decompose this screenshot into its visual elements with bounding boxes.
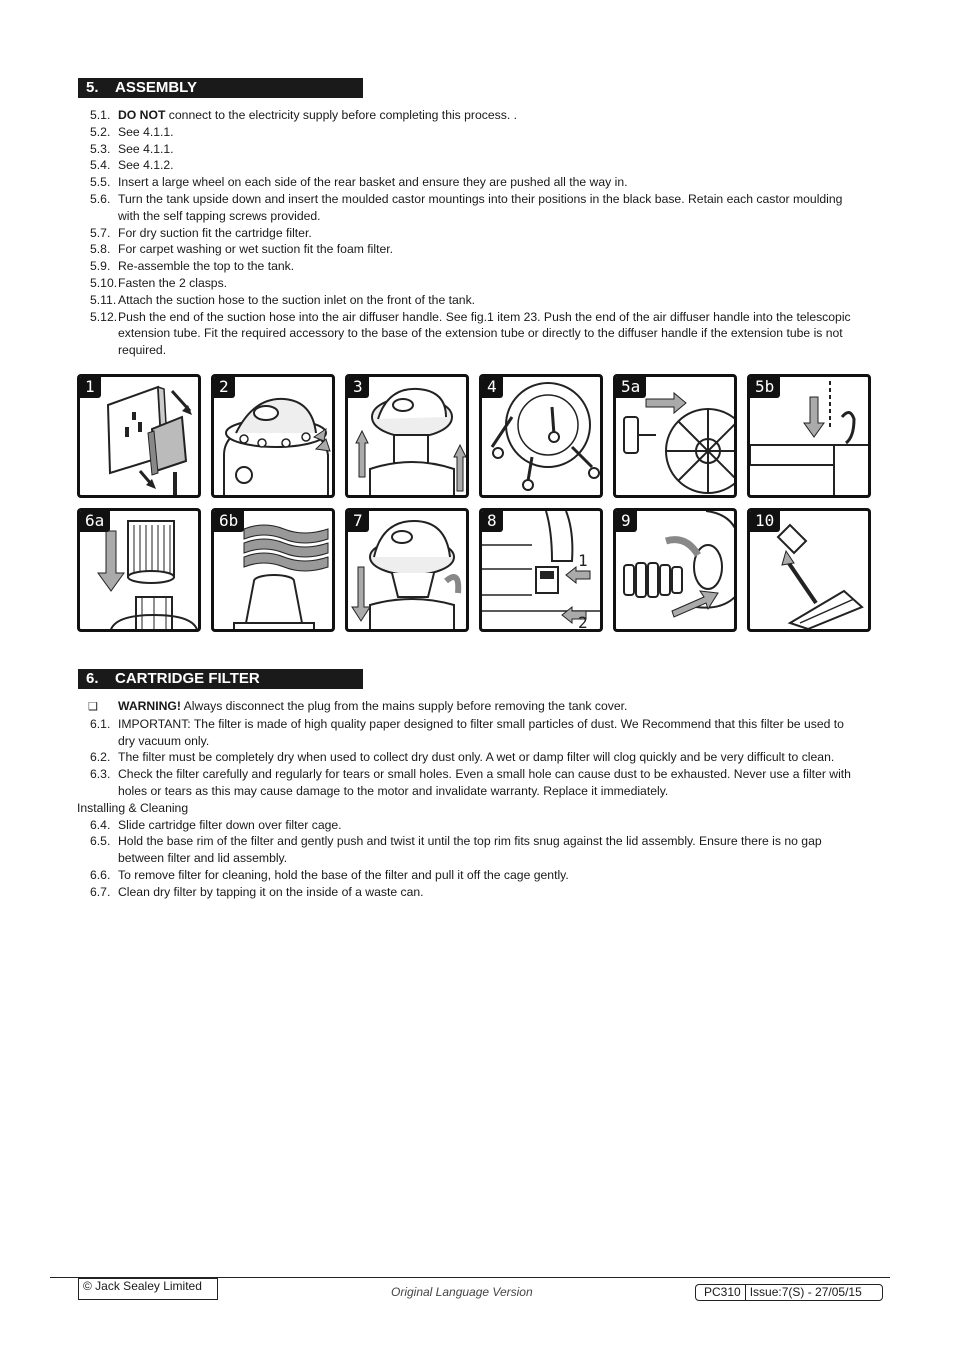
warning-label: WARNING! <box>118 699 181 713</box>
model-number: PC310 <box>696 1285 746 1300</box>
step-text: See 4.1.1. <box>118 141 174 156</box>
language-version: Original Language Version <box>391 1285 533 1299</box>
step-5-11 <box>74 292 864 309</box>
step-6-5 <box>74 833 864 867</box>
cartridge-steps <box>74 698 864 901</box>
figure-label: 8 <box>482 511 503 532</box>
figure-3-lid-lift <box>345 374 469 498</box>
step-text: IMPORTANT: The filter is made of high quality paper designed to filter small particles of dust. We Recommend that this filter be used to dry vacuum only. <box>118 716 844 748</box>
step-number: 5.12. <box>90 309 118 324</box>
figure-label: 2 <box>214 377 235 398</box>
figure-6b-foam <box>211 508 335 632</box>
step-text: Slide cartridge filter down over filter cage. <box>118 817 342 832</box>
step-number: 6.1. <box>90 716 111 731</box>
section-header-assembly <box>78 78 363 98</box>
figure-label: 9 <box>616 511 637 532</box>
section-number: 6. <box>86 670 99 687</box>
step-5-3 <box>74 141 864 158</box>
step-text: Fasten the 2 clasps. <box>118 275 228 290</box>
assembly-figures <box>77 374 877 638</box>
step-text: Attach the suction hose to the suction inlet on the front of the tank. <box>118 292 476 307</box>
warning-text: Always disconnect the plug from the mains supply before removing the tank cover. <box>180 699 628 713</box>
issue-date: Issue:7(S) - 27/05/15 <box>749 1285 862 1299</box>
step-5-4 <box>74 157 864 174</box>
step-number: 5.5. <box>90 175 111 190</box>
step-text: See 4.1.2. <box>118 158 174 173</box>
section-number: 5. <box>86 79 99 96</box>
step-number: 6.2. <box>90 750 111 765</box>
step-number: 5.8. <box>90 242 111 257</box>
step-text: Turn the tank upside down and insert the moulded castor mountings into their positions in the black base. Retain each castor moulding with the self tapping screws provided. <box>118 191 843 223</box>
step-text: See 4.1.1. <box>118 124 174 139</box>
step-number: 5.6. <box>90 191 111 206</box>
step-text: Check the filter carefully and regularly for tears or small holes. Even a small hole can cause dust to be exhausted. Never use a filter with holes or tears as this may cause damage to the motor and invalidate warranty. Replace it immediately. <box>118 767 851 798</box>
figure-4-castors <box>479 374 603 498</box>
step-number: 5.2. <box>90 124 111 139</box>
step-text: Re-assemble the top to the tank. <box>118 259 295 274</box>
step-6-7 <box>74 884 864 901</box>
step-number: 5.9. <box>90 259 111 274</box>
step-5-12 <box>74 309 864 359</box>
step-6-2 <box>74 749 864 766</box>
step-number: 5.7. <box>90 225 111 240</box>
step-text: Insert a large wheel on each side of the rear basket and ensure they are pushed all the way in. <box>118 175 628 190</box>
figure-label: 1 <box>80 377 101 398</box>
figure-label: 5a <box>616 377 646 398</box>
step-5-2 <box>74 124 864 141</box>
assembly-steps <box>74 107 864 359</box>
step-6-4 <box>74 817 864 834</box>
step-text: Push the end of the suction hose into the air diffuser handle. See fig.1 item 23. Push the end of the air diffuser handle into the telescopic extension tube. Fit the required accessory to the base of the extension tube or directly to the diffuser handle if the extension tube is not required. <box>118 309 851 358</box>
step-5-6 <box>74 191 864 225</box>
step-5-8 <box>74 241 864 258</box>
step-6-1 <box>74 716 864 750</box>
section-header-cartridge-filter <box>78 669 363 689</box>
step-number: 6.4. <box>90 817 111 832</box>
figure-7-reassemble <box>345 508 469 632</box>
step-number: 6.6. <box>90 867 111 882</box>
figure-6a-cartridge <box>77 508 201 632</box>
step-text: Hold the base rim of the filter and gently push and twist it until the top rim fits snug against the lid assembly. Ensure there is no gap between filter and lid assembly. <box>118 834 822 866</box>
step-number: 6.7. <box>90 884 111 899</box>
section-title: ASSEMBLY <box>115 79 197 96</box>
step-number: 5.4. <box>90 158 111 173</box>
figure-label: 7 <box>348 511 369 532</box>
warning-bullet-icon: ❑ <box>88 701 98 713</box>
step-5-5 <box>74 174 864 191</box>
figure-5a-wheel <box>613 374 737 498</box>
figure-9-hose <box>613 508 737 632</box>
figure-label: 5b <box>750 377 780 398</box>
step-5-7 <box>74 225 864 242</box>
step-number: 6.5. <box>90 834 111 849</box>
step-5-9 <box>74 258 864 275</box>
figure-8-clasps <box>479 508 603 632</box>
figure-label: 6a <box>80 511 110 532</box>
step-text: For carpet washing or wet suction fit the foam filter. <box>118 242 394 257</box>
figure-10-floor-tool <box>747 508 871 632</box>
installing-cleaning-heading: Installing & Cleaning <box>77 800 189 815</box>
step-text <box>118 107 864 124</box>
figure-label: 10 <box>750 511 780 532</box>
step-bold: DO NOT <box>118 108 166 122</box>
clasp-marker-1: 1 <box>578 551 588 570</box>
step-number: 5.1. <box>90 108 111 122</box>
document-reference <box>695 1284 883 1301</box>
copyright-box: © Jack Sealey Limited <box>78 1278 218 1300</box>
figure-1-plug-socket <box>77 374 201 498</box>
step-text: To remove filter for cleaning, hold the base of the filter and pull it off the cage gently. <box>118 867 569 882</box>
step-body: connect to the electricity supply before completing this process. . <box>165 108 517 122</box>
step-6-6 <box>74 867 864 884</box>
step-number: 6.3. <box>90 767 111 782</box>
figure-2-tank-top <box>211 374 335 498</box>
figure-label: 6b <box>214 511 244 532</box>
figure-5b-pin <box>747 374 871 498</box>
step-text: The filter must be completely dry when used to collect dry dust only. A wet or damp filter will clog quickly and be very difficult to clean. <box>118 750 835 765</box>
clasp-marker-2: 2 <box>578 613 588 632</box>
figure-label: 4 <box>482 377 503 398</box>
step-text: Clean dry filter by tapping it on the inside of a waste can. <box>118 884 424 899</box>
figure-label: 3 <box>348 377 369 398</box>
step-5-10 <box>74 275 864 292</box>
step-number: 5.11. <box>90 292 117 307</box>
step-number: 5.3. <box>90 141 111 156</box>
warning-line <box>74 698 864 716</box>
section-title: CARTRIDGE FILTER <box>115 670 260 687</box>
step-number: 5.10. <box>90 275 118 290</box>
step-text: For dry suction fit the cartridge filter. <box>118 225 312 240</box>
step-6-3 <box>74 766 864 800</box>
step-5-1 <box>74 107 864 124</box>
